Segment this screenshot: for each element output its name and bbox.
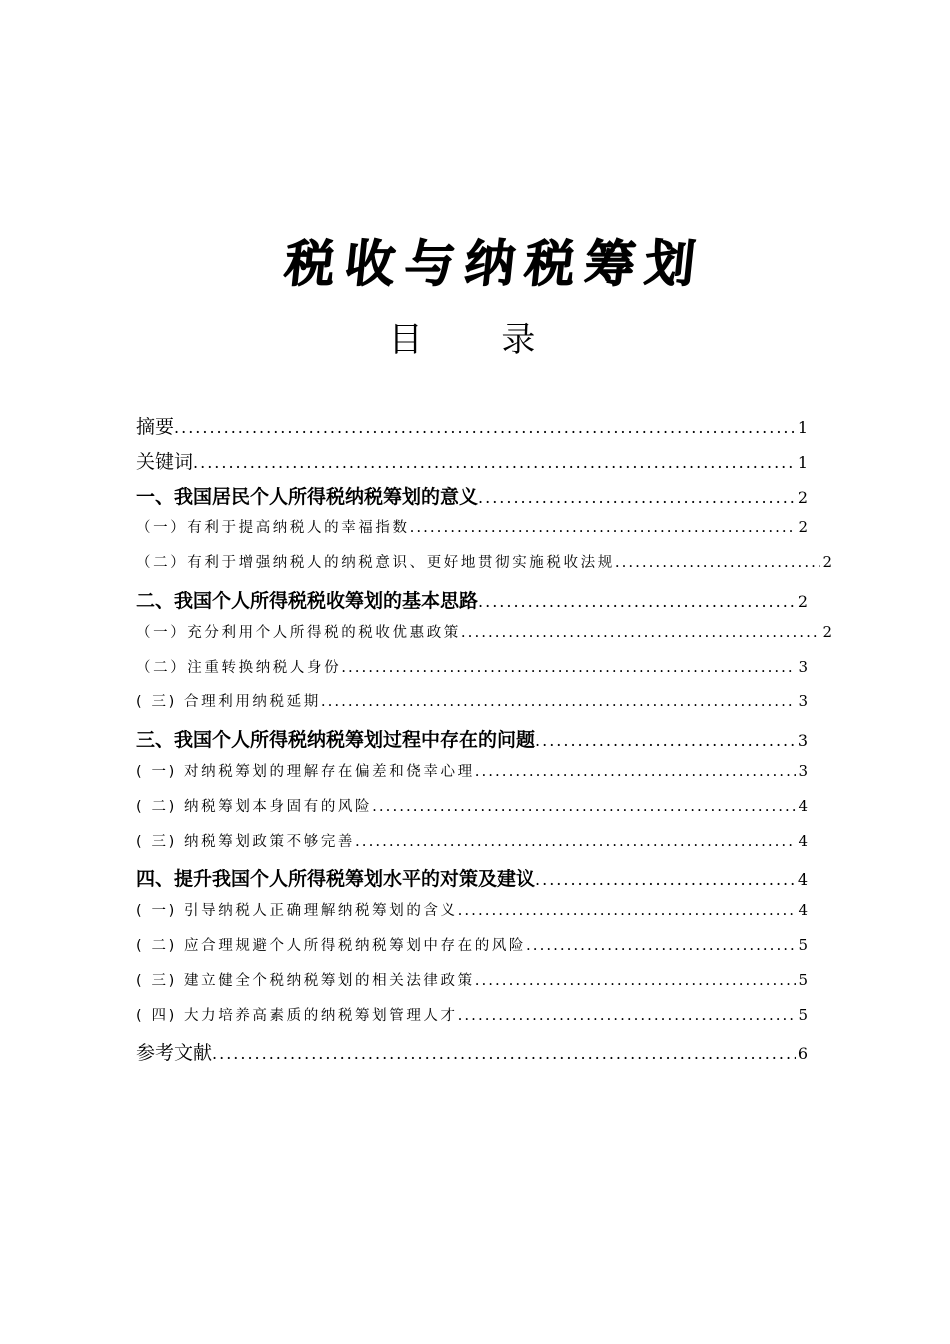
toc-entry-page: 1 — [797, 452, 808, 472]
toc-entry-section-4-4[interactable] — [136, 1004, 808, 1039]
toc-entry-page: 4 — [798, 831, 808, 850]
toc-dot-leader — [458, 901, 797, 919]
toc-entry-section-3-3[interactable] — [136, 830, 808, 865]
toc-heading: 目 录 — [388, 320, 570, 360]
toc-dot-leader — [535, 731, 796, 750]
toc-entry-page: 6 — [797, 1044, 808, 1064]
toc-dot-leader — [478, 488, 796, 507]
toc-dot-leader — [475, 971, 797, 989]
toc-dot-leader — [615, 553, 821, 571]
toc-dot-leader — [458, 1006, 797, 1024]
toc-entry-label: （一）充分利用个人所得税的税收优惠政策 — [136, 624, 461, 641]
toc-entry-page: 4 — [798, 796, 808, 815]
toc-entry-keywords[interactable] — [136, 447, 808, 482]
table-of-contents — [136, 412, 832, 1073]
toc-entry-label: （二）有利于增强纳税人的纳税意识、更好地贯彻实施税收法规 — [136, 555, 615, 572]
toc-dot-leader — [321, 692, 797, 710]
toc-entry-section-4-2[interactable] — [136, 934, 808, 969]
toc-entry-label: 二、我国个人所得税税收筹划的基本思路 — [136, 589, 479, 612]
toc-dot-leader — [410, 518, 797, 536]
toc-entry-section-4-1[interactable] — [136, 899, 808, 934]
toc-dot-leader — [475, 762, 797, 780]
toc-entry-page: 2 — [797, 487, 808, 507]
toc-entry-label: ( 三) 建立健全个税纳税筹划的相关法律政策 — [136, 972, 475, 989]
toc-entry-section-1[interactable] — [136, 482, 808, 517]
toc-dot-leader — [355, 832, 796, 850]
toc-dot-leader — [341, 658, 796, 676]
toc-entry-page: 2 — [822, 553, 832, 572]
toc-entry-section-2-3[interactable] — [136, 690, 808, 725]
toc-dot-leader — [193, 453, 796, 472]
document-title: 税收与纳税筹划 — [281, 234, 709, 293]
toc-entry-page: 2 — [822, 622, 832, 641]
toc-entry-page: 1 — [797, 418, 808, 437]
toc-entry-page: 2 — [797, 591, 808, 611]
toc-entry-section-2-2[interactable] — [136, 656, 808, 691]
toc-entry-label: ( 二) 纳税筹划本身固有的风险 — [136, 798, 373, 815]
toc-entry-label: ( 四) 大力培养高素质的纳税筹划管理人才 — [136, 1007, 458, 1024]
toc-entry-references[interactable] — [136, 1038, 808, 1073]
toc-entry-section-1-1[interactable] — [136, 516, 808, 551]
toc-entry-section-3[interactable] — [136, 725, 808, 760]
toc-entry-page: 5 — [798, 970, 808, 989]
toc-entry-page: 5 — [798, 935, 808, 954]
toc-dot-leader — [478, 592, 796, 611]
toc-entry-label: 关键词 — [136, 450, 194, 473]
toc-entry-label: ( 二) 应合理规避个人所得税纳税筹划中存在的风险 — [136, 937, 527, 954]
toc-entry-page: 2 — [798, 518, 808, 537]
toc-entry-section-2-1[interactable] — [136, 621, 832, 656]
toc-entry-label: ( 三) 合理利用纳税延期 — [136, 694, 321, 711]
toc-dot-leader — [526, 936, 796, 954]
toc-entry-section-1-2[interactable] — [136, 551, 832, 586]
toc-dot-leader — [174, 418, 796, 437]
toc-entry-section-4-3[interactable] — [136, 969, 808, 1004]
toc-dot-leader — [212, 1044, 796, 1063]
toc-entry-section-4[interactable] — [136, 864, 808, 899]
toc-entry-label: 摘要 — [136, 416, 175, 438]
toc-entry-label: 三、我国个人所得税纳税筹划过程中存在的问题 — [136, 729, 536, 752]
toc-dot-leader — [461, 623, 821, 641]
toc-entry-label: 参考文献 — [136, 1042, 213, 1065]
toc-entry-label: ( 一) 引导纳税人正确理解纳税筹划的含义 — [136, 903, 458, 920]
toc-dot-leader — [535, 870, 796, 889]
toc-dot-leader — [372, 797, 796, 815]
toc-entry-label: ( 一) 对纳税筹划的理解存在偏差和侥幸心理 — [136, 763, 475, 780]
toc-entry-page: 4 — [797, 870, 808, 890]
toc-entry-page: 3 — [797, 731, 808, 751]
toc-entry-section-2[interactable] — [136, 586, 808, 621]
toc-entry-section-3-1[interactable] — [136, 760, 808, 795]
toc-entry-page: 5 — [798, 1005, 808, 1024]
toc-entry-abstract[interactable] — [136, 412, 808, 447]
toc-entry-label: （一）有利于提高纳税人的幸福指数 — [136, 520, 410, 537]
toc-entry-label: 一、我国居民个人所得税纳税筹划的意义 — [136, 485, 479, 508]
toc-entry-page: 4 — [798, 901, 808, 920]
toc-entry-label: ( 三) 纳税筹划政策不够完善 — [136, 833, 356, 850]
toc-entry-section-3-2[interactable] — [136, 795, 808, 830]
toc-entry-page: 3 — [798, 761, 808, 780]
toc-entry-label: 四、提升我国个人所得税筹划水平的对策及建议 — [136, 868, 536, 891]
toc-entry-label: （二）注重转换纳税人身份 — [136, 659, 342, 676]
toc-entry-page: 3 — [798, 657, 808, 676]
toc-entry-page: 3 — [798, 692, 808, 711]
